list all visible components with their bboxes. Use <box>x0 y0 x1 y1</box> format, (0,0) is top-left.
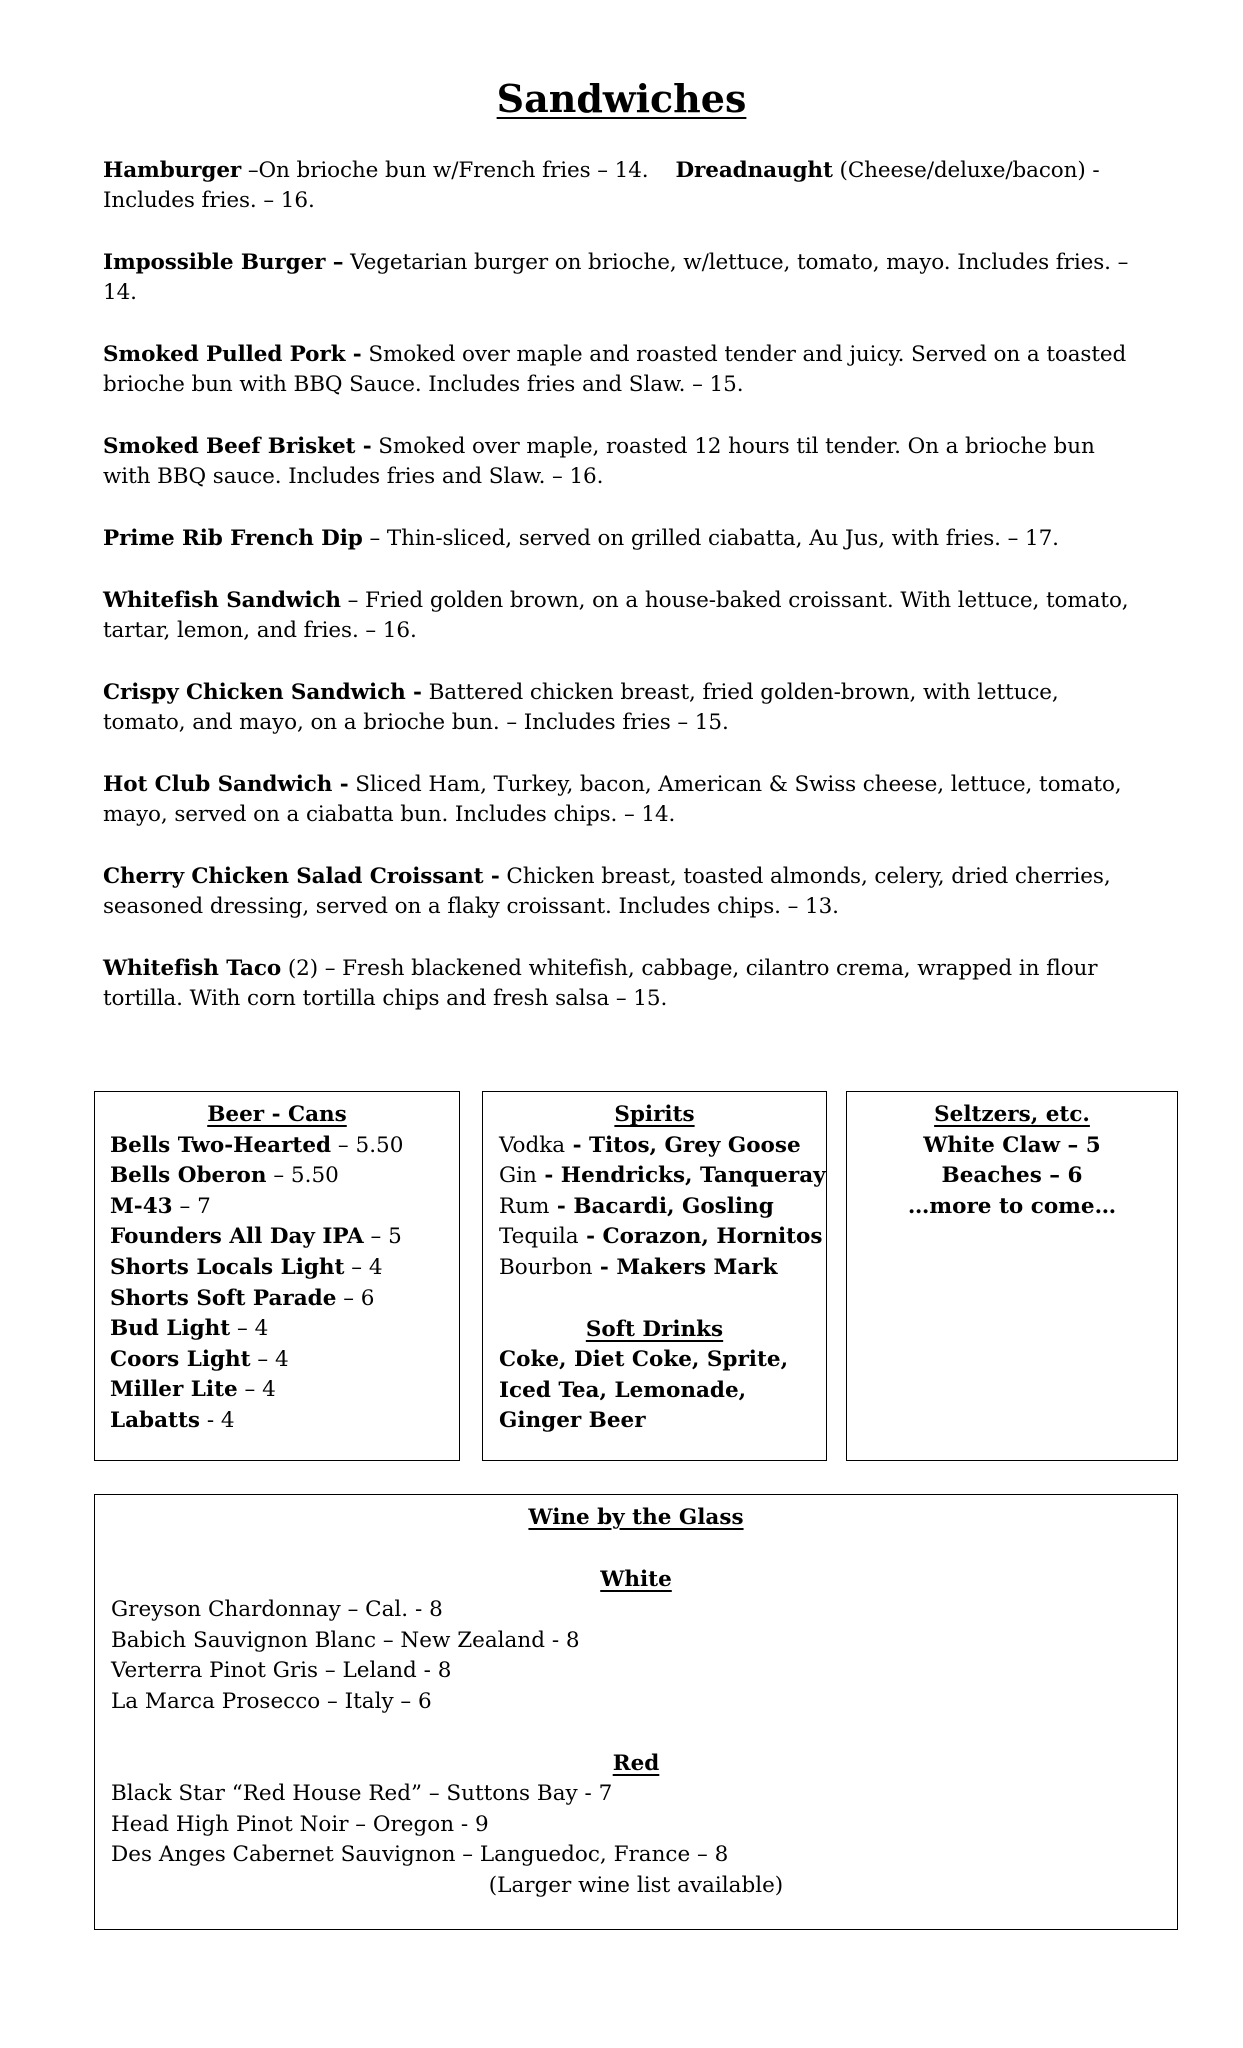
spirit-item <box>499 1161 826 1192</box>
beer-name: Shorts Soft Parade <box>110 1285 337 1311</box>
beer-name: Labatts <box>110 1407 200 1433</box>
spirit-brands: - Makers Mark <box>592 1254 778 1280</box>
beer-price: – 7 <box>172 1193 211 1219</box>
seltzers-heading: Seltzers, etc. <box>934 1102 1090 1127</box>
wine-item: Greyson Chardonnay – Cal. - 8 <box>111 1597 443 1623</box>
page-title: Sandwiches <box>496 76 747 121</box>
sandwich-name: Cherry Chicken Salad Croissant - <box>103 864 500 889</box>
spirit-type: Bourbon <box>499 1254 593 1280</box>
wine-item: Verterra Pinot Gris – Leland - 8 <box>111 1658 452 1684</box>
seltzer-item: White Claw – 5 <box>923 1132 1101 1158</box>
sandwich-item <box>103 678 1133 738</box>
spacer <box>499 1284 826 1315</box>
beer-name: Bells Two-Hearted <box>110 1132 332 1158</box>
spirit-item <box>499 1222 826 1253</box>
beer-heading: Beer - Cans <box>207 1102 347 1127</box>
wine-item: Des Anges Cabernet Sauvignon – Languedoc, France – 8 <box>111 1842 729 1868</box>
soft-drinks-heading: Soft Drinks <box>585 1316 724 1342</box>
seltzer-item: Beaches – 6 <box>941 1163 1083 1189</box>
spirit-brands: - Titos, Grey Goose <box>565 1132 801 1158</box>
beer-item <box>110 1131 459 1162</box>
sandwich-name: Whitefish Taco <box>103 956 282 981</box>
red-wine-heading: Red <box>612 1750 660 1776</box>
beer-item <box>110 1161 459 1192</box>
white-wine-heading: White <box>600 1566 672 1592</box>
spacer <box>111 1534 1177 1565</box>
sandwich-desc: Smoked over maple, roasted 12 hours til tender. On a brioche bun with BBQ sauce. Includes fries and Slaw. – 16. <box>103 434 1095 489</box>
wine-list-note: (Larger wine list available) <box>488 1872 784 1898</box>
spirit-type: Rum <box>499 1193 550 1219</box>
sandwich-desc: (Cheese/deluxe/bacon) - Includes fries. – 16. <box>103 158 1100 213</box>
beer-name: Bud Light <box>110 1316 231 1342</box>
sandwich-item <box>103 954 1133 1014</box>
sandwich-name: Crispy Chicken Sandwich - <box>103 680 422 705</box>
beer-price: – 5.50 <box>266 1163 339 1189</box>
wine-item: Black Star “Red House Red” – Suttons Bay - 7 <box>111 1781 613 1807</box>
sandwich-desc: – Fried golden brown, on a house-baked croissant. With lettuce, tomato, tartar, lemon, and fries. – 16. <box>103 588 1129 643</box>
spirit-brands: - Bacardi, Gosling <box>549 1193 774 1219</box>
sandwich-name: Hot Club Sandwich - <box>103 772 349 797</box>
beer-price: – 4 <box>344 1254 383 1280</box>
beer-item <box>110 1345 459 1376</box>
sandwich-name: Smoked Pulled Pork - <box>103 342 362 367</box>
sandwich-desc: Sliced Ham, Turkey, bacon, American & Swiss cheese, lettuce, tomato, mayo, served on a ciabatta bun. Includes chips. – 14. <box>103 772 1122 827</box>
sandwich-name: Hamburger <box>103 158 242 183</box>
sandwich-item <box>103 524 1133 554</box>
sandwich-item <box>103 340 1133 400</box>
beer-price: – 4 <box>237 1377 276 1403</box>
sandwich-desc: Vegetarian burger on brioche, w/lettuce, tomato, mayo. Includes fries. – 14. <box>103 250 1129 305</box>
spirit-item <box>499 1253 826 1284</box>
sandwich-list <box>103 156 1133 1046</box>
wine-item: Head High Pinot Noir – Oregon - 9 <box>111 1811 489 1837</box>
sandwich-desc: – Thin-sliced, served on grilled ciabatta, Au Jus, with fries. – 17. <box>362 526 1059 551</box>
beer-item <box>110 1253 459 1284</box>
sandwich-desc: –On brioche bun w/French fries – 14. <box>241 158 676 183</box>
beer-item <box>110 1406 459 1437</box>
sandwich-item <box>103 586 1133 646</box>
sandwich-item <box>103 862 1133 922</box>
beer-name: M-43 <box>110 1193 173 1219</box>
sandwich-item <box>103 432 1133 492</box>
beer-item <box>110 1284 459 1315</box>
beer-name: Bells Oberon <box>110 1163 267 1189</box>
beer-price: – 4 <box>250 1346 289 1372</box>
spirits-box <box>482 1091 827 1461</box>
wine-box <box>94 1494 1178 1930</box>
spirit-brands: - Hendricks, Tanqueray <box>536 1163 826 1189</box>
beer-name: Shorts Locals Light <box>110 1254 345 1280</box>
seltzers-box <box>846 1091 1178 1461</box>
sandwich-desc: Smoked over maple and roasted tender and juicy. Served on a toasted brioche bun with BBQ Sauce. Includes fries and Slaw. – 15. <box>103 342 1127 397</box>
sandwich-name: Prime Rib French Dip <box>103 526 363 551</box>
beer-name: Founders All Day IPA <box>110 1224 364 1250</box>
spirit-type: Vodka <box>499 1132 566 1158</box>
sandwich-name: Whitefish Sandwich <box>103 588 341 613</box>
spacer <box>111 1718 1177 1749</box>
sandwich-name: Dreadnaught <box>675 158 833 183</box>
sandwich-desc: (2) – Fresh blackened whitefish, cabbage, cilantro crema, wrapped in flour tortilla. With corn tortilla chips and fresh salsa – 15. <box>103 956 1098 1011</box>
beer-price: - 4 <box>199 1407 235 1433</box>
wine-heading: Wine by the Glass <box>528 1505 744 1530</box>
beer-price: – 6 <box>336 1285 375 1311</box>
spirits-heading: Spirits <box>614 1102 695 1127</box>
wine-item: Babich Sauvignon Blanc – New Zealand - 8 <box>111 1627 580 1653</box>
sandwich-desc: Battered chicken breast, fried golden-brown, with lettuce, tomato, and mayo, on a brioche bun. – Includes fries – 15. <box>103 680 1059 735</box>
beer-item <box>110 1192 459 1223</box>
wine-item: La Marca Prosecco – Italy – 6 <box>111 1688 432 1714</box>
sandwich-desc: Chicken breast, toasted almonds, celery, dried cherries, seasoned dressing, served on a flaky croissant. Includes chips. – 13. <box>103 864 1111 919</box>
seltzer-item: …more to come… <box>907 1193 1117 1219</box>
spirit-item <box>499 1131 826 1162</box>
beer-price: – 4 <box>230 1316 269 1342</box>
sandwich-name: Smoked Beef Brisket - <box>103 434 372 459</box>
beer-item <box>110 1222 459 1253</box>
spirit-type: Tequila <box>499 1224 579 1250</box>
beer-name: Miller Lite <box>110 1377 238 1403</box>
beer-item <box>110 1314 459 1345</box>
sandwich-item <box>103 156 1133 216</box>
beer-name: Coors Light <box>110 1346 251 1372</box>
spirit-type: Gin <box>499 1163 537 1189</box>
spirit-brands: - Corazon, Hornitos <box>578 1224 823 1250</box>
sandwich-name: Impossible Burger – <box>103 250 344 275</box>
sandwich-item <box>103 248 1133 308</box>
spirit-item <box>499 1192 826 1223</box>
beer-box <box>94 1091 460 1461</box>
beer-price: – 5 <box>363 1224 402 1250</box>
soft-drinks-list: Coke, Diet Coke, Sprite, Iced Tea, Lemonade, Ginger Beer <box>499 1347 789 1434</box>
beer-price: – 5.50 <box>331 1132 404 1158</box>
beer-item <box>110 1375 459 1406</box>
sandwich-item <box>103 770 1133 830</box>
